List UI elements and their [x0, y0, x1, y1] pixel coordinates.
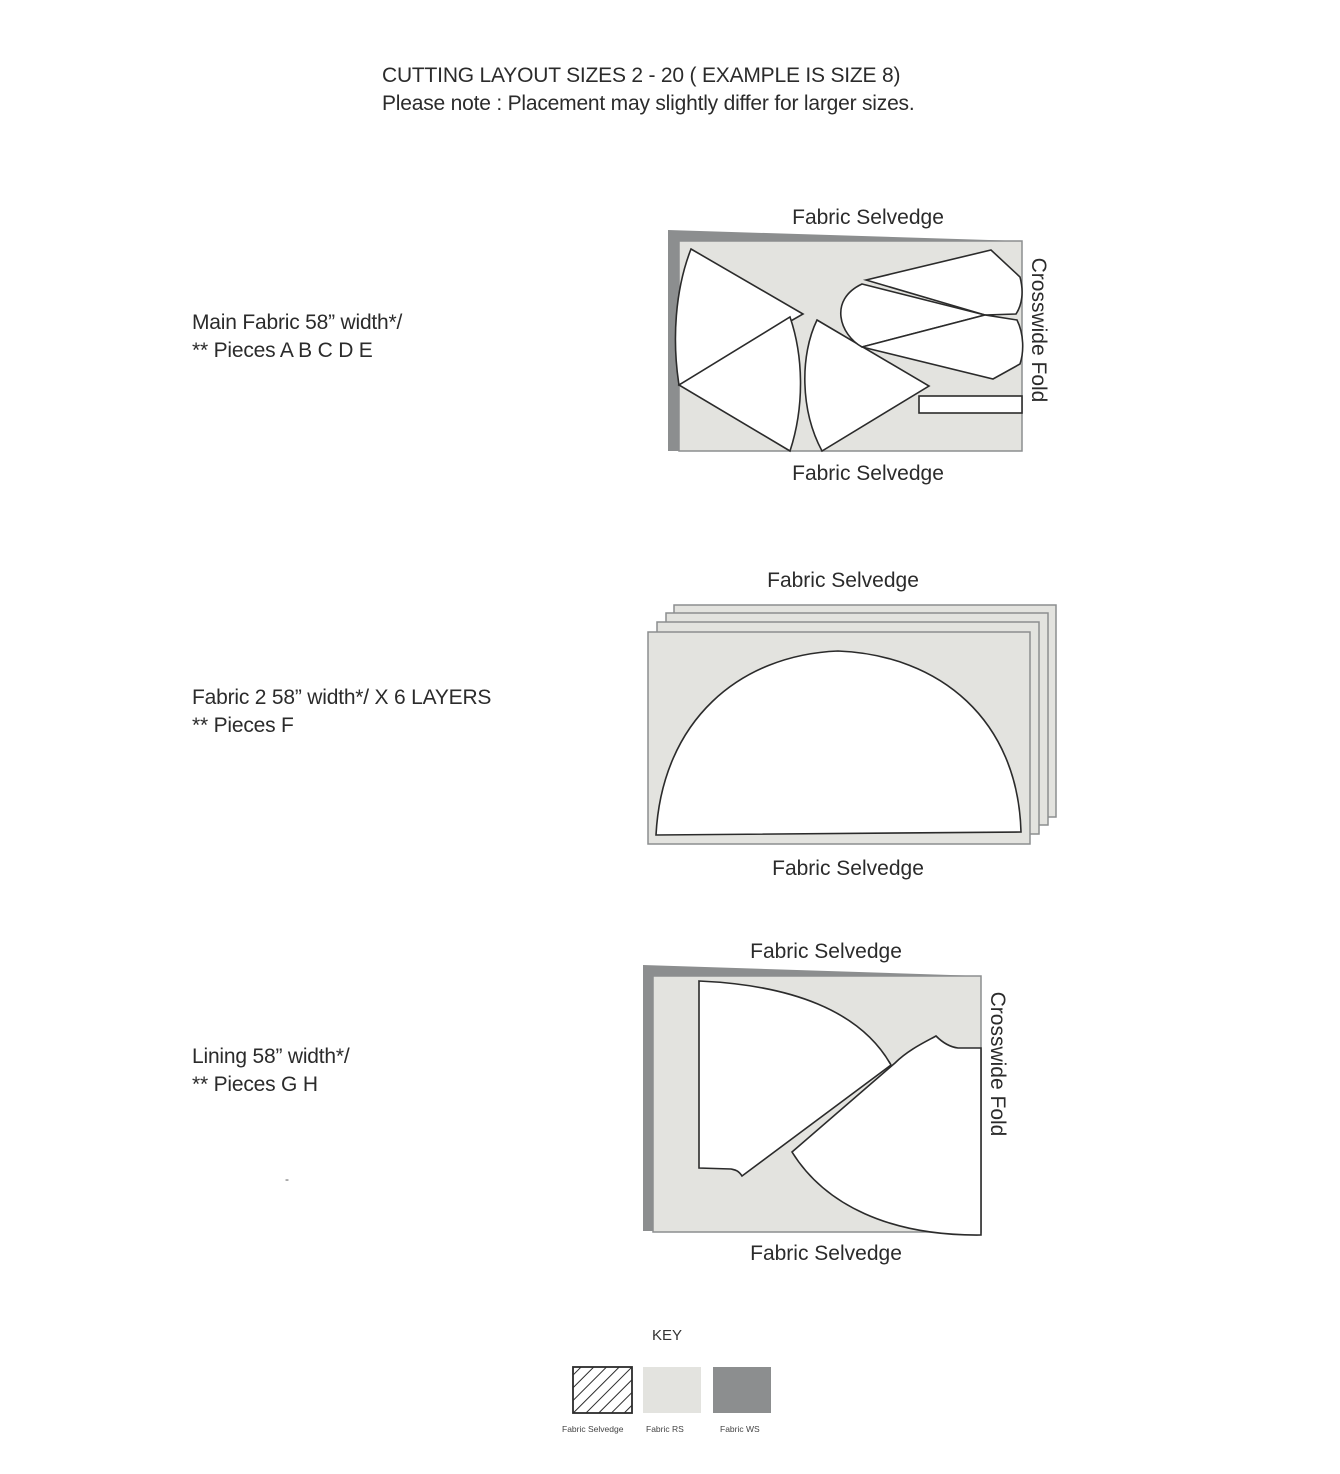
layout-1-pieces: ** Pieces A B C D E	[192, 339, 373, 362]
layout-3-diagram	[643, 940, 1009, 1265]
layout-1-title: Main Fabric 58” width*/	[192, 311, 403, 334]
stray-mark: -	[285, 1172, 289, 1186]
layout-1-top-selvedge: Fabric Selvedge	[792, 206, 944, 229]
layout-3-pieces: ** Pieces G H	[192, 1073, 318, 1096]
header-title: CUTTING LAYOUT SIZES 2 - 20 ( EXAMPLE IS SIZE 8)	[382, 64, 901, 87]
layout-3-top-selvedge: Fabric Selvedge	[750, 940, 902, 963]
key-label-rs: Fabric RS	[646, 1424, 684, 1434]
layout-2-title: Fabric 2 58” width*/ X 6 LAYERS	[192, 686, 492, 709]
layout-1-bottom-selvedge: Fabric Selvedge	[792, 462, 944, 485]
key-label-selvedge: Fabric Selvedge	[562, 1424, 624, 1434]
layout-2-pieces: ** Pieces F	[192, 714, 294, 737]
header-note: Please note : Placement may slightly differ for larger sizes.	[382, 92, 915, 115]
layout-1-piece-strip	[919, 396, 1022, 413]
key-swatch-rs	[643, 1367, 701, 1413]
layout-1-crosswide-fold: Crosswide Fold	[1027, 257, 1050, 403]
layout-1-diagram	[668, 206, 1050, 485]
layout-2-diagram	[648, 569, 1056, 880]
layout-2-bottom-selvedge: Fabric Selvedge	[772, 857, 924, 880]
layout-3-bottom-selvedge: Fabric Selvedge	[750, 1242, 902, 1265]
key-title: KEY	[652, 1327, 683, 1344]
layout-3-title: Lining 58” width*/	[192, 1045, 350, 1068]
key-swatch-selvedge	[573, 1367, 632, 1413]
layout-2-top-selvedge: Fabric Selvedge	[767, 569, 919, 592]
key-swatch-ws	[713, 1367, 771, 1413]
key-label-ws: Fabric WS	[720, 1424, 760, 1434]
layout-3-crosswide-fold: Crosswide Fold	[986, 991, 1009, 1137]
